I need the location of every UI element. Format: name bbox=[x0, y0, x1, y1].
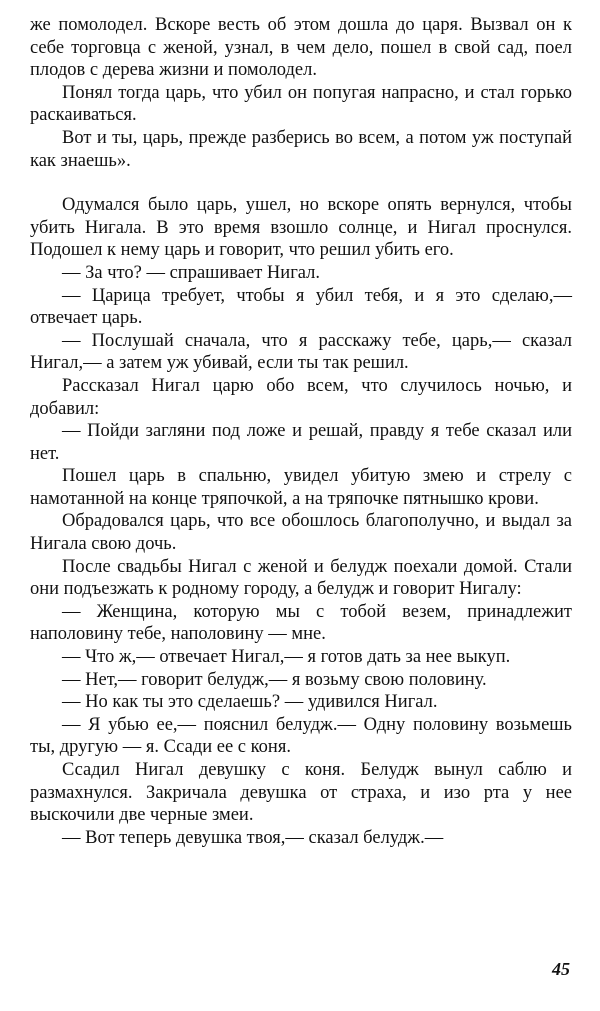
text-block-main bbox=[30, 194, 572, 849]
paragraph: Пошел царь в спальню, увидел убитую змею и стрелу с намотанной на конце тряпочкой, а на тряпочке пятнышко крови. bbox=[30, 466, 572, 509]
dialogue-line: — Я убью ее,— пояснил белудж.— Одну половину возьмешь ты, другую — я. Ссади ее с коня. bbox=[30, 714, 572, 758]
dialogue-line: — Что ж,— отвечает Нигал,— я готов дать за нее выкуп. bbox=[62, 647, 511, 668]
paragraph: Ссадил Нигал девушку с коня. Белудж вынул саблю и размахнулся. Закричала девушка от страха, и изо рта у нее выскочили две черные змеи. bbox=[30, 760, 572, 826]
dialogue-line: — Вот теперь девушка твоя,— сказал белудж.— bbox=[62, 827, 444, 848]
dialogue-line: — Нет,— говорит белудж,— я возьму свою половину. bbox=[62, 669, 487, 690]
paragraph: После свадьбы Нигал с женой и белудж поехали домой. Стали они подъезжать к родному городу, а белудж и говорит Нигалу: bbox=[30, 556, 572, 600]
paragraph: же помолодел. Вскоре весть об этом дошла до царя. Вызвал он к себе торговца с женой, узнал, в чем дело, пошел в свой сад, поел плодов с дерева жизни и помолодел. bbox=[30, 15, 572, 81]
paragraph: Обрадовался царь, что все обошлось благополучно, и выдал за Нигала свою дочь. bbox=[30, 511, 572, 555]
dialogue-line: — Но как ты это сделаешь? — удивился Нигал. bbox=[62, 692, 438, 713]
dialogue-line: — Послушай сначала, что я расскажу тебе, царь,— сказал Нигал,— а затем уж убивай, если ты так решил. bbox=[30, 330, 572, 374]
paragraph: Рассказал Нигал царю обо всем, что случилось ночью, и добавил: bbox=[30, 375, 572, 419]
paragraph: Одумался было царь, ушел, но вскоре опять вернулся, чтобы убить Нигала. В это время взошло солнце, и Нигал проснулся. Подошел к нему царь и говорит, что решил убить его. bbox=[30, 195, 572, 261]
section-gap bbox=[30, 172, 572, 194]
paragraph: Понял тогда царь, что убил он попугая напрасно, и стал горько раскаиваться. bbox=[30, 82, 572, 126]
paragraph: Вот и ты, царь, прежде разберись во всем, а потом уж поступай как знаешь». bbox=[30, 127, 572, 171]
dialogue-line: — Пойди загляни под ложе и решай, правду я тебе сказал или нет. bbox=[30, 421, 572, 464]
text-block-top bbox=[30, 14, 572, 172]
dialogue-line: — За что? — спрашивает Нигал. bbox=[62, 262, 321, 283]
dialogue-line: — Женщина, которую мы с тобой везем, принадлежит наполовину тебе, наполовину — мне. bbox=[30, 601, 572, 645]
dialogue-line: — Царица требует, чтобы я убил тебя, и я это сделаю,— отвечает царь. bbox=[30, 285, 572, 329]
page-number: 45 bbox=[552, 959, 570, 979]
